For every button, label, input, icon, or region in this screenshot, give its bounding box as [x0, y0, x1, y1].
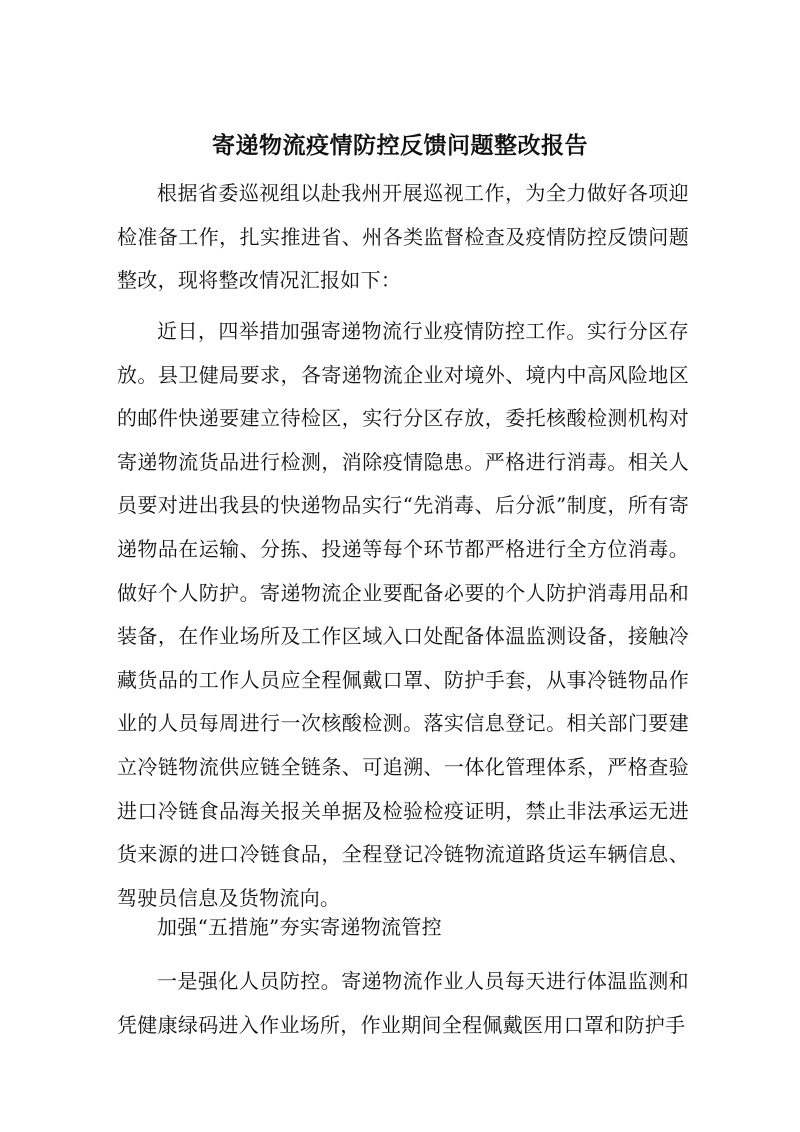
paragraph-intro: 根据省委巡视组以赴我州开展巡视工作，为全力做好各项迎检准备工作，扎实推进省、州各类监督检查及疫情防控反馈问题整改，现将整改情况汇报如下： [117, 181, 689, 293]
paragraph-five-measures-heading: 加强“五措施”夯实寄递物流管控 [157, 915, 442, 939]
paragraph-personnel-control: 一是强化人员防控。寄递物流作业人员每天进行体温监测和凭健康绿码进入作业场所，作业期间全程佩戴医用口罩和防护手 [117, 969, 689, 1037]
document-title: 寄递物流疫情防控反馈问题整改报告 [212, 132, 588, 159]
paragraph-four-measures: 近日，四举措加强寄递物流行业疫情防控工作。实行分区存放。县卫健局要求，各寄递物流企业对境外、境内中高风险地区的邮件快递要建立待检区，实行分区存放，委托核酸检测机构对寄递物流货品进行检测，消除疫情隐患。严格进行消毒。相关人员要对进出我县的快递物品实行“先消毒、后分派”制度，所有寄递物品在运输、分拣、投递等每个环节都严格进行全方位消毒。做好个人防护。寄递物流企业要配备必要的个人防护消毒用品和装备，在作业场所及工作区域入口处配备体温监测设备，接触冷藏货品的工作人员应全程佩戴口罩、防护手套，从事冷链物品作业的人员每周进行一次核酸检测。落实信息登记。相关部门要建立冷链物流供应链全链条、可追溯、一体化管理体系，严格查验进口冷链食品海关报关单据及检验检疫证明，禁止非法承运无进货来源的进口冷链食品，全程登记冷链物流道路货运车辆信息、驾驶员信息及货物流向。 [117, 319, 689, 910]
